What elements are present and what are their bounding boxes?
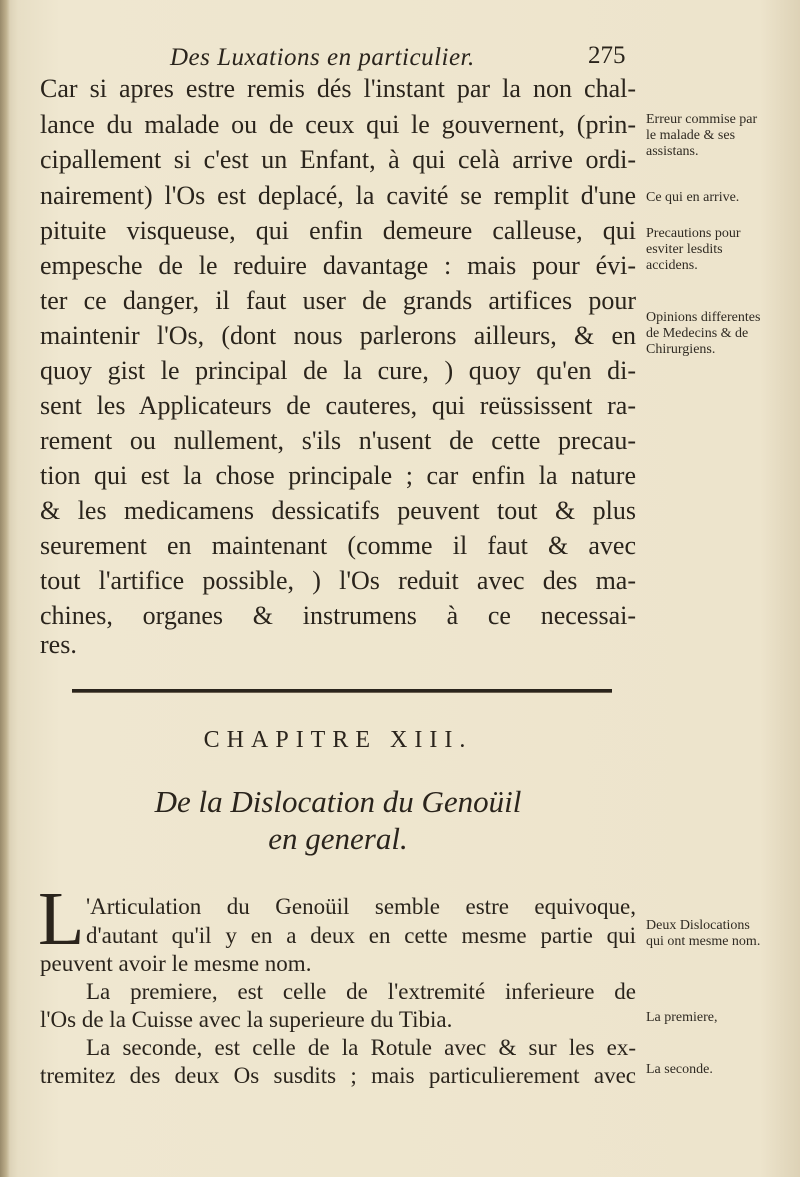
body-line: tion qui est la chose principale ; car enfin la nature <box>40 461 636 490</box>
chapter-line: d'autant qu'il y en a deux en cette mesme partie qui <box>86 923 636 948</box>
chapter-subtitle: De la Dislocation du Genoüil <box>154 784 522 819</box>
body-line: cipallement si c'est un Enfant, à qui celà arrive ordi- <box>40 145 636 174</box>
body-line: quoy gist le principal de la cure, ) quoy qu'en di- <box>40 356 636 385</box>
margin-note: Opinions differentes de Medecins & de Chirurgiens. <box>646 310 761 357</box>
body-line: pituite visqueuse, qui enfin demeure calleuse, qui <box>40 216 636 245</box>
chapter-line: La premiere, est celle de l'extremité inferieure de <box>86 979 636 1004</box>
running-title: Des Luxations en particulier. <box>170 44 475 71</box>
body-line: Car si apres estre remis dés l'instant par la non chal- <box>40 74 636 103</box>
body-line: chines, organes & instrumens à ce necessai- <box>40 601 636 630</box>
body-line: rement ou nullement, s'ils n'usent de cette precau- <box>40 426 636 455</box>
body-line: & les medicamens dessicatifs peuvent tout & plus <box>40 496 636 525</box>
margin-note: Ce qui en arrive. <box>646 190 740 205</box>
drop-cap: L <box>38 877 85 961</box>
chapter-line: La seconde, est celle de la Rotule avec & sur les ex- <box>86 1035 636 1060</box>
margin-note: Deux Dislocations qui ont mesme nom. <box>646 918 761 949</box>
page-number: 275 <box>588 42 626 69</box>
margin-note: La premiere, <box>646 1010 718 1025</box>
body-line: maintenir l'Os, (dont nous parlerons ailleurs, & en <box>40 321 636 350</box>
body-line: empesche de le reduire davantage : mais pour évi- <box>40 251 636 280</box>
chapter-title: CHAPITRE XIII. <box>203 727 473 753</box>
chapter-line: tremitez des deux Os susdits ; mais particulierement avec <box>40 1063 636 1088</box>
page-spine-shadow <box>0 0 10 1177</box>
body-line: nairement) l'Os est deplacé, la cavité se remplit d'une <box>40 181 636 210</box>
body-line: lance du malade ou de ceux qui le gouvernent, (prin- <box>40 110 636 139</box>
margin-note: La seconde. <box>646 1062 713 1077</box>
margin-note: Erreur commise par le malade & ses assistans. <box>646 112 758 159</box>
section-divider-rule <box>72 689 612 693</box>
chapter-line: peuvent avoir le mesme nom. <box>40 951 312 976</box>
body-line: seurement en maintenant (comme il faut & avec <box>40 531 636 560</box>
chapter-subtitle: en general. <box>268 821 408 856</box>
chapter-line: 'Articulation du Genoüil semble estre equivoque, <box>86 894 636 919</box>
body-line: res. <box>40 630 77 659</box>
body-line: sent les Applicateurs de cauteres, qui reüssissent ra- <box>40 391 636 420</box>
body-line: ter ce danger, il faut user de grands artifices pour <box>40 286 636 315</box>
chapter-line: l'Os de la Cuisse avec la superieure du Tibia. <box>40 1007 453 1032</box>
body-line: tout l'artifice possible, ) l'Os reduit avec des ma- <box>40 566 636 595</box>
margin-note: Precautions pour esviter lesdits accidens. <box>646 226 741 273</box>
